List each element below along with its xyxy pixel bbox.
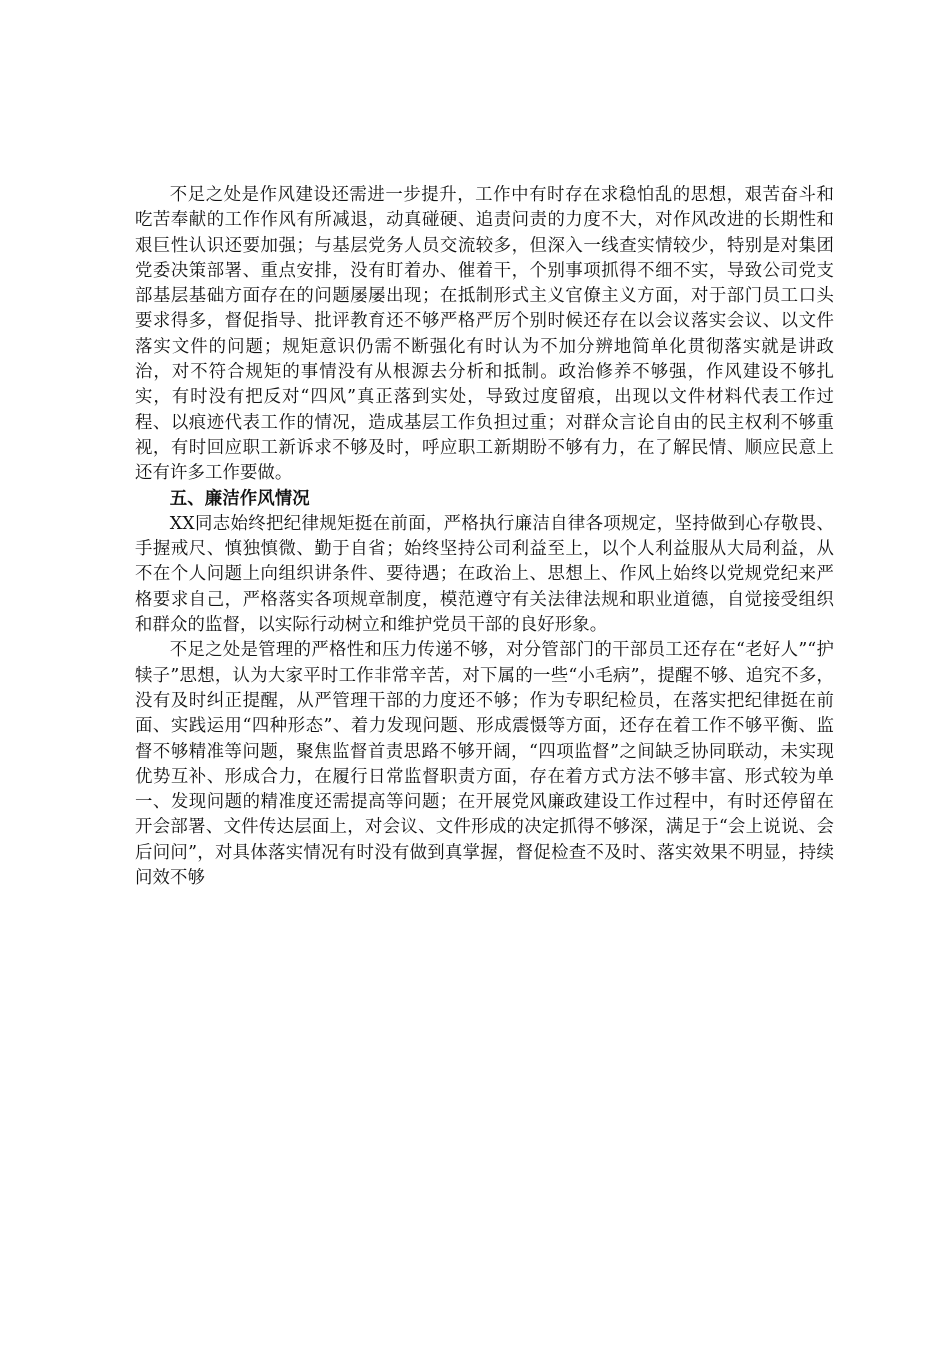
paragraph-management-shortcomings: 不足之处是管理的严格性和压力传递不够，对分管部门的干部员工还存在“老好人”“护犊子”思想，认为大家平时工作非常辛苦，对下属的一些“小毛病”，提醒不够、追究不多，没有及时纠正提醒，从严管理干部的力度还不够；作为专职纪检员，在落实把纪律挺在前面、实践运用“四种形态”、着力发现问题、形成震慑等方面，还存在着工作不够平衡、监督不够精准等问题，聚焦监督首责思路不够开阔，“四项监督”之间缺乏协同联动，未实现优势互补、形成合力，在履行日常监督职责方面，存在着方式方法不够丰富、形式较为单一、发现问题的精准度还需提高等问题；在开展党风廉政建设工作过程中，有时还停留在开会部署、文件传达层面上，对会议、文件形成的决定抓得不够深，满足于“会上说说、会后问问”，对具体落实情况有时没有做到真掌握，督促检查不及时、落实效果不明显，持续问效不够	[135, 640, 834, 889]
section-heading-integrity: 五、廉洁作风情况	[169, 488, 310, 509]
paragraph-integrity-conduct: XX同志始终把纪律规矩挺在前面，严格执行廉洁自律各项规定，坚持做到心存敬畏、手握戒尺、慎独慎微、勤于自省；始终坚持公司利益至上，以个人利益服从大局利益，从不在个人问题上向组织讲条件、要待遇；在政治上、思想上、作风上始终以党规党纪来严格要求自己，严格落实各项规章制度，模范遵守有关法律法规和职业道德，自觉接受组织和群众的监督，以实际行动树立和维护党员干部的良好形象。	[135, 513, 834, 636]
paragraph-work-style-shortcomings: 不足之处是作风建设还需进一步提升，工作中有时存在求稳怕乱的思想，艰苦奋斗和吃苦奉献的工作作风有所减退，动真碰硬、追责问责的力度不大，对作风改进的长期性和艰巨性认识还要加强；与基层党务人员交流较多，但深入一线查实情较少，特别是对集团党委决策部署、重点安排，没有盯着办、催着干，个别事项抓得不细不实，导致公司党支部基层基础方面存在的问题屡屡出现；在抵制形式主义官僚主义方面，对于部门员工口头要求得多，督促指导、批评教育还不够严格严厉个别时候还存在以会议落实会议、以文件落实文件的问题；规矩意识仍需不断强化有时认为不加分辨地简单化贯彻落实就是讲政治，对不符合规矩的事情没有从根源去分析和抵制。政治修养不够强，作风建设不够扎实，有时没有把反对“四风”真正落到实处，导致过度留痕，出现以文件材料代表工作过程、以痕迹代表工作的情况，造成基层工作负担过重；对群众言论自由的民主权利不够重视，有时回应职工新诉求不够及时，呼应职工新期盼不够有力，在了解民情、顺应民意上还有许多工作要做。	[135, 185, 834, 484]
document-body	[135, 183, 834, 891]
